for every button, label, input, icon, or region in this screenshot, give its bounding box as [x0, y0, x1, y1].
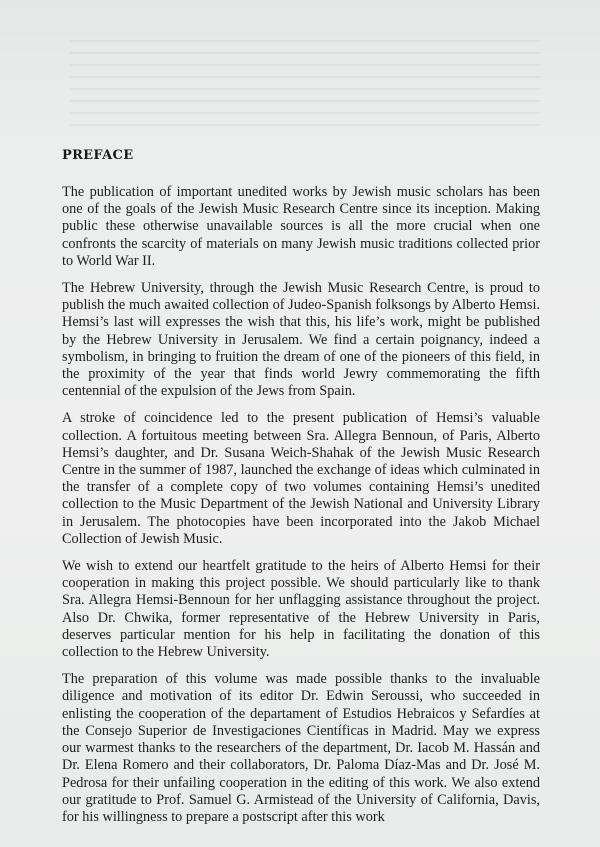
paragraph-1: The publication of important unedited works by Jewish music scholars has been one of the goals of the Jewish Music Research Centre since its inception. Making public these otherwise unavailable sources is all the more crucial when one confronts the scarcity of materials on many Jewish music traditions collected prior to World War II. — [62, 184, 540, 269]
page-heading: PREFACE — [62, 148, 134, 163]
paragraph-5: The preparation of this volume was made possible thanks to the invaluable diligence and motivation of its editor Dr. Edwin Seroussi, who succeeded in enlisting the cooperation of the departament of Estudios Hebraicos y Sefardíes at the Consejo Superior de Investigaciones Científicas in Madrid. May we express our warmest thanks to the researchers of the department, Dr. Iacob M. Hassán and Dr. Elena Romero and their collaborators, Dr. Paloma Díaz-Mas and Dr. José M. Pedrosa for their unfailing cooperation in the editing of this work. We also extend our gratitude to Prof. Samuel G. Armistead of the University of California, Davis, for his willingness to prepare a postscript after this work — [62, 671, 540, 825]
preface-body — [62, 184, 540, 836]
show-through-text — [70, 30, 540, 130]
paragraph-3: A stroke of coincidence led to the present publication of Hemsi’s valuable collection. A fortuitous meeting between Sra. Allegra Bennoun, of Paris, Alberto Hemsi’s daughter, and Dr. Susana Weich-Shahak of the Jewish Music Research Centre in the summer of 1987, launched the exchange of ideas which culminated in the transfer of a complete copy of two volumes containing Hemsi’s unedited collection to the Music Department of the Jewish National and University Library in Jerusalem. The photocopies have been incorporated into the Jakob Michael Collection of Jewish Music. — [62, 410, 540, 547]
paragraph-4: We wish to extend our heartfelt gratitude to the heirs of Alberto Hemsi for their cooperation in making this project possible. We should particularly like to thank Sra. Allegra Hemsi-Bennoun for her unflagging assistance throughout the project. Also Dr. Chwika, former representative of the Hebrew University in Paris, deserves particular mention for his help in facilitating the donation of this collection to the Hebrew University. — [62, 558, 540, 661]
paragraph-2: The Hebrew University, through the Jewish Music Research Centre, is proud to publish the much awaited collection of Judeo-Spanish folksongs by Alberto Hemsi. Hemsi’s last will expresses the wish that this, his life’s work, might be published by the Hebrew University in Jerusalem. We find a certain poignancy, indeed a symbolism, in bringing to fruition the dream of one of the pioneers of this field, in the proximity of the year that finds world Jewry commemorating the fifth centennial of the expulsion of the Jews from Spain. — [62, 280, 540, 400]
